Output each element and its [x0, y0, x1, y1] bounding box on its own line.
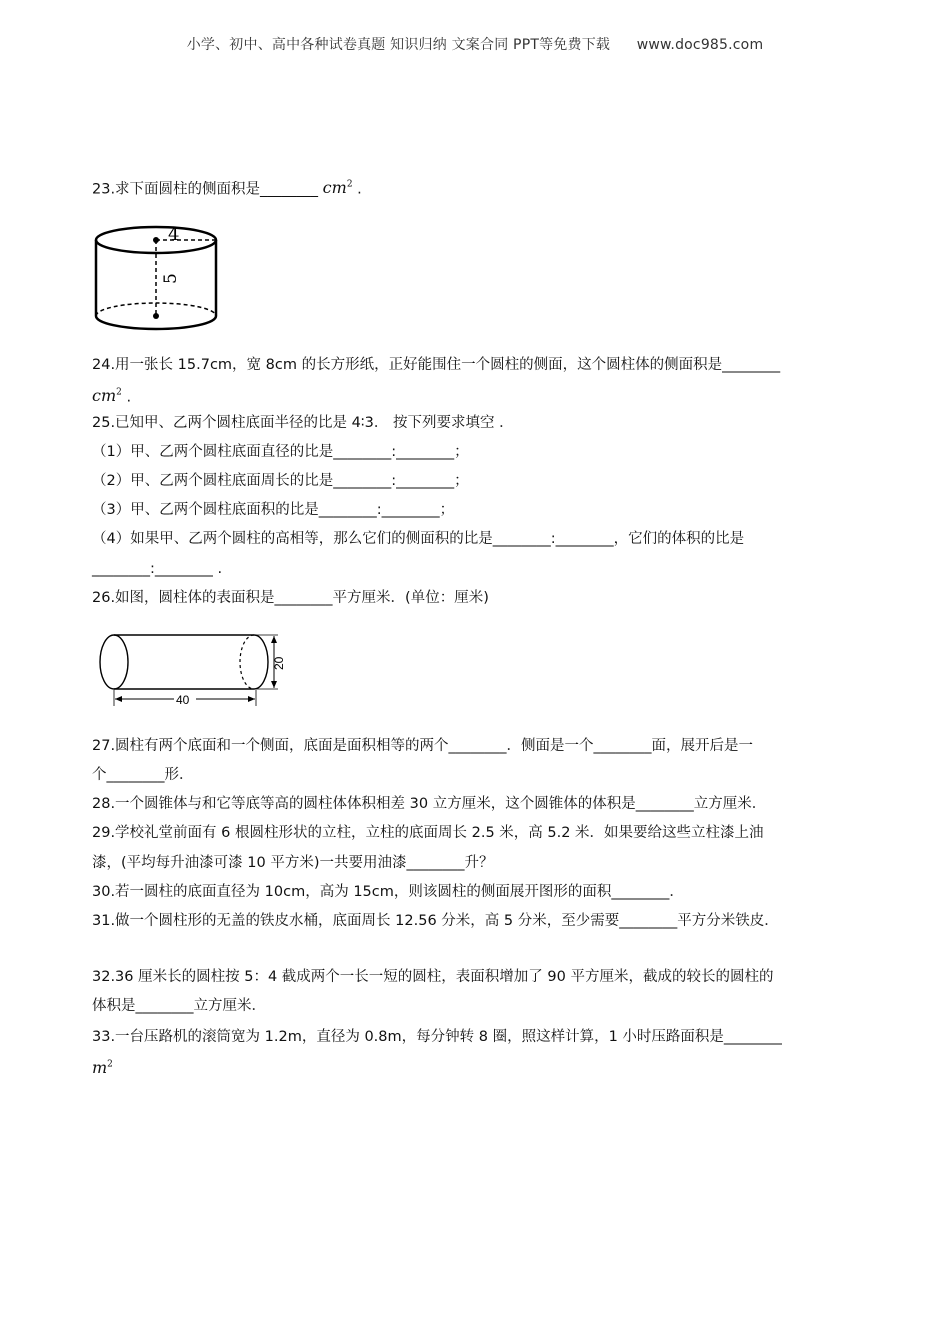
question-25-part-4-cont: ________:________ . [92, 561, 223, 577]
question-23-unit: $cm^2$ [322, 178, 353, 198]
question-28: 28.一个圆锥体与和它等底等高的圆柱体体积相差 30 立方厘米，这个圆锥体的体积是________立方厘米． [92, 796, 767, 812]
question-24-text: 24.用一张长 15.7cm，宽 8cm 的长方形纸，正好能围住一个圆柱的侧面，这个圆柱体的侧面积是________ [92, 357, 781, 373]
figure2-diameter-label: 20 [272, 656, 286, 670]
question-33-unit: $m^2$ [92, 1058, 113, 1078]
question-25-part-2: （2）甲、乙两个圆柱底面周长的比是________:________； [92, 473, 469, 489]
question-32-cont: 体积是________立方厘米． [92, 998, 266, 1014]
question-27: 27.圆柱有两个底面和一个侧面，底面是面积相等的两个________．侧面是一个________面，展开后是一 [92, 738, 754, 754]
figure1-height-label: 5 [161, 273, 181, 284]
figure1-radius-label: 4 [168, 224, 180, 245]
question-30: 30.若一圆柱的底面直径为 10cm，高为 15cm，则该圆柱的侧面展开图形的面积________． [92, 884, 684, 900]
header-text: 小学、初中、高中各种试卷真题 知识归纳 文案合同 PPT等免费下载 [186, 37, 611, 53]
question-32: 32.36 厘米长的圆柱按 5：4 截成两个一长一短的圆柱，表面积增加了 90 平方厘米，截成的较长的圆柱的 [92, 969, 774, 985]
question-29: 29.学校礼堂前面有 6 根圆柱形状的立柱，立柱的底面周长 2.5 米，高 5.2 米．如果要给这些立柱漆上油 [92, 825, 764, 841]
question-24-unit-line [92, 383, 131, 407]
question-25-part-3: （3）甲、乙两个圆柱底面积的比是________:________； [92, 502, 455, 518]
question-33: 33.一台压路机的滚筒宽为 1.2m，直径为 0.8m，每分钟转 8 圈，照这样计算，1 小时压路面积是________ [92, 1029, 782, 1045]
question-24-end: . [126, 389, 132, 406]
question-23-end: . [357, 181, 362, 198]
question-24 [92, 355, 780, 375]
header-site: www.doc985.com [636, 37, 764, 53]
question-23-text: 23.求下面圆柱的侧面积是________ [92, 181, 319, 198]
question-23 [92, 175, 362, 199]
figure2-length-label: 40 [176, 693, 190, 707]
question-29-cont: 漆，(平均每升油漆可漆 10 平方米)一共要用油漆________升？ [92, 855, 494, 871]
cylinder-figure-2 [96, 628, 286, 710]
page-header [0, 34, 950, 54]
question-31: 31.做一个圆柱形的无盖的铁皮水桶，底面周长 12.56 分米，高 5 分米，至少需要________平方分米铁皮． [92, 913, 779, 929]
question-25: 25.已知甲、乙两个圆柱底面半径的比是 4∶3． 按下列要求填空 ． [92, 415, 514, 431]
question-24-unit: $cm^2$ [92, 386, 122, 406]
question-27-cont: 个________形． [92, 767, 194, 783]
question-26: 26.如图，圆柱体的表面积是________平方厘米．(单位：厘米) [92, 590, 489, 606]
question-33-unit-line [92, 1055, 113, 1079]
question-25-part-4: （4）如果甲、乙两个圆柱的高相等，那么它们的侧面积的比是________:________，它们的体积的比是 [92, 531, 745, 547]
question-25-part-1: （1）甲、乙两个圆柱底面直径的比是________:________； [92, 444, 469, 460]
cylinder-figure-1 [92, 222, 222, 334]
